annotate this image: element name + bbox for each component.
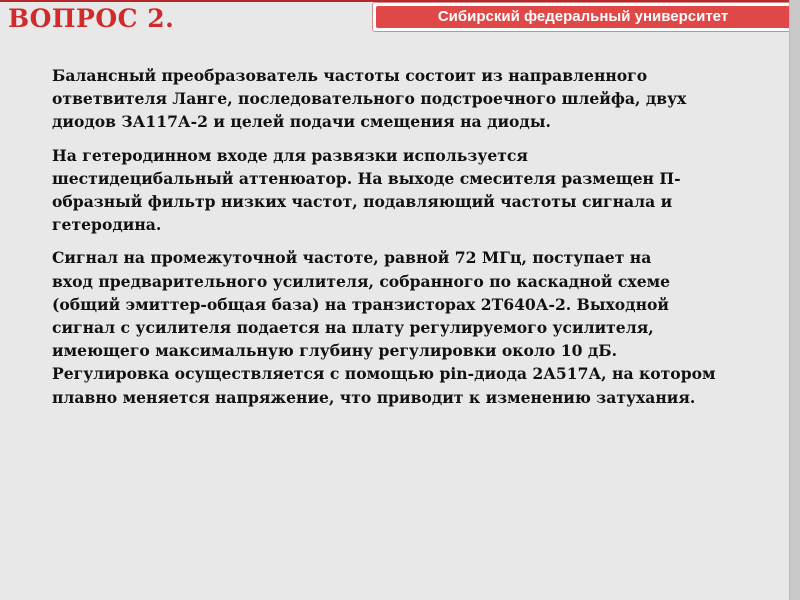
text-line: вход предварительного усилителя, собранного по каскадной схеме — [52, 271, 671, 291]
text-line: Сигнал на промежуточной частоте, равной 72 МГц, поступает на — [52, 248, 652, 268]
text-line: сигнал с усилителя подается на плату регулируемого усилителя, — [52, 318, 654, 338]
text-line: шестидецибальный аттенюатор. На выходе смесителя размещен П- — [52, 168, 681, 188]
university-badge-label: Сибирский федеральный университет — [376, 6, 790, 28]
text-line: (общий эмиттер-общая база) на транзисторах 2Т640А-2. Выходной — [52, 294, 669, 314]
text-line: имеющего максимальную глубину регулировки около 10 дБ. — [52, 341, 618, 361]
slide-body — [5, 64, 785, 419]
text-line: ответвителя Ланге, последовательного подстроечного шлейфа, двух — [52, 89, 687, 109]
text-line: На гетеродинном входе для развязки используется — [52, 145, 528, 165]
text-line: гетеродина. — [52, 215, 162, 235]
text-line: диодов ЗА117А-2 и целей подачи смещения на диоды. — [52, 112, 551, 132]
university-badge — [372, 2, 794, 32]
text-line: плавно меняется напряжение, что приводит к изменению затухания. — [52, 387, 696, 407]
slide-title: ВОПРОС 2. — [8, 4, 175, 33]
text-line: Регулировка осуществляется с помощью pin-диода 2А517А, на котором — [52, 364, 716, 384]
text-line: Балансный преобразователь частоты состоит из направленного — [52, 66, 648, 85]
right-edge-band — [789, 0, 800, 600]
paragraph — [5, 144, 785, 237]
text-line: образный фильтр низких частот, подавляющий частоты сигнала и — [52, 192, 673, 212]
paragraph — [5, 64, 785, 134]
paragraph — [5, 246, 785, 408]
